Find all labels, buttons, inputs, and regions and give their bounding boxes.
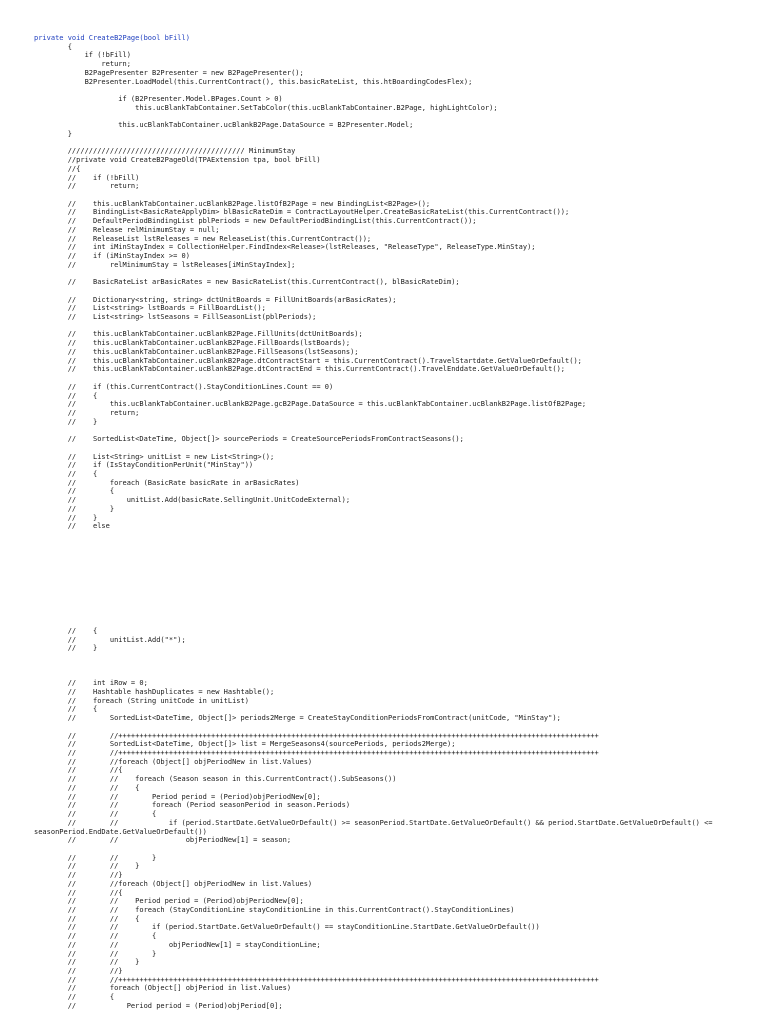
code-line: // // Period period = (Period)objPeriodNew[0]; [34, 792, 321, 801]
code-line: // Release relMinimumStay = null; [34, 225, 220, 234]
code-line: // List<String> unitList = new List<String>(); [34, 452, 275, 461]
code-line: B2Presenter.LoadModel(this.CurrentContract(), this.basicRateList, this.htBoardingCodesFlex); [34, 77, 473, 86]
code-line: // //++++++++++++++++++++++++++++++++++++++++++++++++++++++++++++++++++++++++++++++++++++++++++++++++++++++++++++++++++ [34, 731, 599, 740]
code-line: // this.ucBlankTabContainer.ucBlankB2Page.gcB2Page.DataSource = this.ucBlankTabContainer.ucBlankB2Page.listOfB2Page; [34, 400, 587, 409]
code-line: // BindingList<BasicRateApplyDim> blBasicRateDim = ContractLayoutHelper.CreateBasicRateList(this.CurrentContract()); [34, 208, 570, 217]
code-line: private void CreateB2Page(bool bFill) [34, 34, 190, 42]
code-line: // SortedList<DateTime, Object[]> sourcePeriods = CreateSourcePeriodsFromContractSeasons(); [34, 435, 464, 444]
code-line: // List<string> lstBoards = FillBoardList(); [34, 304, 266, 313]
code-line: // return; [34, 182, 140, 191]
code-line: // foreach (Object[] objPeriod in list.Values) [34, 984, 292, 993]
code-line: // unitList.Add(basicRate.SellingUnit.UnitCodeExternal); [34, 496, 351, 505]
code-line: return; [34, 60, 131, 69]
code-line: this.ucBlankTabContainer.ucBlankB2Page.DataSource = B2Presenter.Model; [34, 121, 414, 130]
code-line: // DefaultPeriodBindingList pblPeriods = new DefaultPeriodBindingList(this.CurrentContract()); [34, 217, 477, 226]
code-line: // // } [34, 853, 157, 862]
code-line: // //} [34, 967, 123, 976]
code-line: // unitList.Add("*"); [34, 635, 186, 644]
code-line: } [34, 129, 72, 138]
code-line: // //{ [34, 888, 123, 897]
code-line: // // { [34, 932, 157, 941]
code-line: // // foreach (StayConditionLine stayConditionLine in this.CurrentContract().StayConditionLines) [34, 906, 515, 914]
code-line: // } [34, 504, 115, 513]
code-line: // foreach (String unitCode in unitList) [34, 696, 249, 705]
code-line: // return; [34, 408, 140, 417]
code-line: // //++++++++++++++++++++++++++++++++++++++++++++++++++++++++++++++++++++++++++++++++++++++++++++++++++++++++++++++++++ [34, 749, 599, 758]
code-line: // int iRow = 0; [34, 679, 148, 688]
code-line: // { [34, 993, 115, 1002]
code-line: // relMinimumStay = lstReleases[iMinStayIndex]; [34, 260, 296, 269]
code-line: // // if (period.StartDate.GetValueOrDefault() >= seasonPeriod.StartDate.GetValueOrDefault() && period.StartDate.GetValueOrDefault() <= [34, 818, 713, 827]
code-line: // this.ucBlankTabContainer.ucBlankB2Page.FillSeasons(lstSeasons); [34, 347, 359, 356]
code-line: // } [34, 513, 98, 522]
code-line: // // Period period = (Period)objPeriodNew[0]; [34, 897, 304, 906]
code-line: // { [34, 705, 98, 714]
code-line: // // if (period.StartDate.GetValueOrDefault() == stayConditionLine.StartDate.GetValueOrDefault()) [34, 923, 540, 932]
code-line: if (B2Presenter.Model.BPages.Count > 0) [34, 95, 283, 104]
code-line: // // { [34, 783, 140, 792]
code-line: // this.ucBlankTabContainer.ucBlankB2Page.listOfB2Page = new BindingList<B2Page>(); [34, 199, 431, 208]
code-line: // ReleaseList lstReleases = new ReleaseList(this.CurrentContract()); [34, 234, 372, 243]
code-line: // Dictionary<string, string> dctUnitBoards = FillUnitBoards(arBasicRates); [34, 295, 397, 304]
code-line: // } [34, 644, 98, 653]
code-line: // { [34, 626, 98, 635]
code-line: seasonPeriod.EndDate.GetValueOrDefault()) [34, 827, 207, 836]
code-line: // if (!bFill) [34, 173, 140, 182]
code-line: // // } [34, 958, 140, 967]
code-line: // Hashtable hashDuplicates = new Hashtable(); [34, 688, 275, 696]
code-line: // // foreach (Season season in this.CurrentContract().SubSeasons()) [34, 775, 397, 784]
code-line: // SortedList<DateTime, Object[]> periods2Merge = CreateStayConditionPeriodsFromContract(unitCode, "MinStay"); [34, 714, 561, 723]
code-line: // this.ucBlankTabContainer.ucBlankB2Page.FillUnits(dctUnitBoards); [34, 330, 363, 339]
code-line: // //} [34, 871, 123, 880]
code-line: // // objPeriodNew[1] = season; [34, 836, 292, 845]
code-line: ////////////////////////////////////////// MinimumStay [34, 147, 296, 156]
code-line: //private void CreateB2PageOld(TPAExtension tpa, bool bFill) [34, 156, 321, 165]
code-line: //{ [34, 164, 81, 173]
code-line: // if (this.CurrentContract().StayConditionLines.Count == 0) [34, 382, 334, 391]
code-line: // // } [34, 949, 157, 958]
code-line: // List<string> lstSeasons = FillSeasonList(pblPeriods); [34, 313, 317, 322]
code-line: // } [34, 417, 98, 426]
code-line: // { [34, 487, 115, 496]
code-line: // //++++++++++++++++++++++++++++++++++++++++++++++++++++++++++++++++++++++++++++++++++++++++++++++++++++++++++++++++++ [34, 975, 599, 984]
code-line: // { [34, 391, 98, 400]
code-line: // this.ucBlankTabContainer.ucBlankB2Page.FillBoards(lstBoards); [34, 339, 351, 348]
code-line: // BasicRateList arBasicRates = new BasicRateList(this.CurrentContract(), blBasicRateDim); [34, 278, 460, 287]
code-line: // // { [34, 810, 157, 819]
code-line: // if (iMinStayIndex >= 0) [34, 252, 190, 260]
code-line: { [34, 42, 72, 51]
code-line: // int iMinStayIndex = CollectionHelper.FindIndex<Release>(lstReleases, "ReleaseType", ReleaseType.MinStay); [34, 243, 536, 252]
code-line: // //foreach (Object[] objPeriodNew in list.Values) [34, 879, 313, 888]
code-line: // this.ucBlankTabContainer.ucBlankB2Page.dtContractStart = this.CurrentContract().TravelStartdate.GetValueOrDefault(); [34, 356, 582, 365]
code-line: // else [34, 522, 110, 531]
code-line: B2PagePresenter B2Presenter = new B2PagePresenter(); [34, 68, 304, 77]
code-line: this.ucBlankTabContainer.SetTabColor(this.ucBlankTabContainer.B2Page, highLightColor); [34, 103, 498, 112]
code-line: // // } [34, 862, 140, 871]
code-line: // // { [34, 914, 140, 923]
code-line: // //foreach (Object[] objPeriodNew in list.Values) [34, 757, 313, 766]
code-line: // if (IsStayConditionPerUnit("MinStay")) [34, 461, 254, 470]
code-line: // //{ [34, 766, 123, 775]
code-line: // this.ucBlankTabContainer.ucBlankB2Page.dtContractEnd = this.CurrentContract().TravelEnddate.GetValueOrDefault(); [34, 365, 566, 374]
code-line: // // objPeriodNew[1] = stayConditionLine; [34, 940, 321, 949]
code-line: // foreach (BasicRate basicRate in arBasicRates) [34, 478, 300, 487]
code-line: // { [34, 470, 98, 478]
code-line: // SortedList<DateTime, Object[]> list = MergeSeasons4(sourcePeriods, periods2Merge); [34, 740, 456, 749]
code-line: // // foreach (Period seasonPeriod in season.Periods) [34, 801, 351, 810]
code-line: if (!bFill) [34, 51, 131, 60]
code-line: // Period period = (Period)objPeriod[0]; [34, 1001, 283, 1010]
